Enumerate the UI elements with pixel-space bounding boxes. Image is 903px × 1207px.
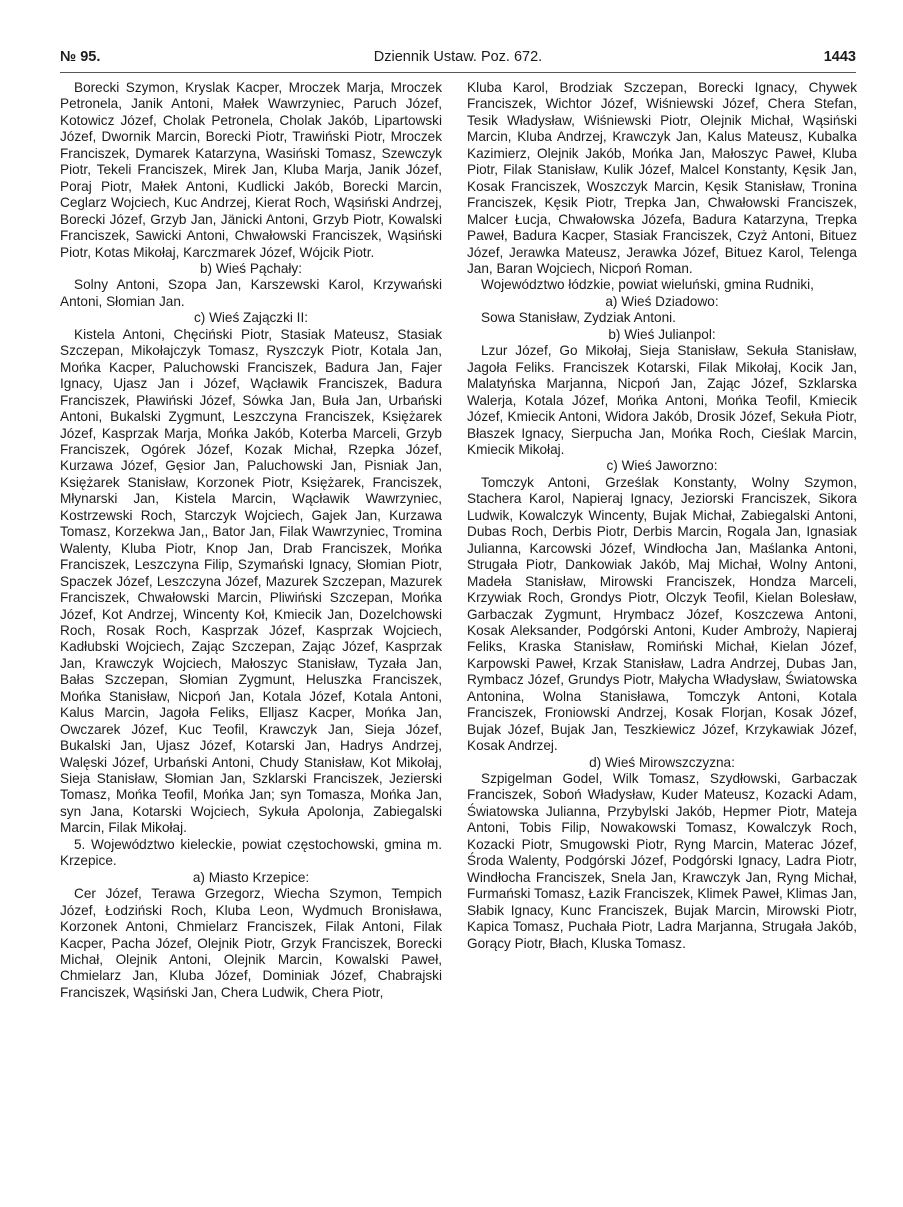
issue-number: № 95.	[60, 49, 101, 65]
page-number: 1443	[823, 49, 856, 65]
paragraph: Borecki Szymon, Kryslak Kacper, Mroczek Marja, Mroczek Petronela, Janik Antoni, Małek Wawrzyniec, Paruch Józef, Kotowicz Józef, Cholak Petronela, Cholak Jakób, Lipartowski Józef, Dwornik Marcin, Borecki Piotr, Trawiński Piotr, Mroczek Franciszek, Dymarek Katarzyna, Wasiński Tomasz, Szewczyk Piotr, Tekeli Franciszek, Mirek Jan, Kluba Marja, Janik Józef, Poraj Piotr, Małek Antoni, Kudlicki Jakób, Borecki Marcin, Ceglarz Wojciech, Kuc Andrzej, Kierat Roch, Wąsiński Andrzej, Borecki Józef, Grzyb Jan, Jänicki Antoni, Grzyb Piotr, Kowalski Franciszek, Sawicki Antoni, Chwałowski Franciszek, Wąsiński Piotr, Kotas Mikołaj, Karczmarek Józef, Wójcik Piotr.	[60, 80, 442, 260]
section-heading: d) Wieś Mirowszczyzna:	[589, 754, 735, 770]
section-heading: a) Wieś Dziadowo:	[605, 293, 719, 309]
section-heading: b) Wieś Julianpol:	[608, 326, 716, 342]
section-heading: a) Miasto Krzepice:	[192, 869, 310, 885]
province-heading: 5. Województwo kieleckie, powiat częstochowski, gmina m. Krzepice.	[60, 836, 442, 869]
section-heading: c) Wieś Jaworzno:	[606, 458, 718, 474]
section-heading: b) Wieś Pąchały:	[200, 260, 302, 276]
paragraph: Sowa Stanisław, Zydziak Antoni.	[481, 310, 676, 326]
paragraph: Lzur Józef, Go Mikołaj, Sieja Stanisław, Sekuła Stanisław, Jagoła Feliks. Franciszek Kotarski, Filak Mikołaj, Kocik Jan, Malatyńska Marjanna, Nicpoń Jan, Zając Józef, Szklarska Walerja, Kotala Józef, Mońka Antoni, Mońka Teofil, Kmiecik Józef, Kmiecik Antoni, Widora Jakób, Drosik Józef, Sekuła Piotr, Błaszek Ignacy, Sierpucha Jan, Mońka Roch, Cieślak Marcin, Kmiecik Mikołaj.	[467, 343, 857, 457]
paragraph: Kluba Karol, Brodziak Szczepan, Borecki Ignacy, Chywek Franciszek, Wichtor Józef, Wiśniewski Józef, Chera Stefan, Tesik Władysław, Wiśniewski Piotr, Olejnik Michał, Wąsiński Marcin, Kluba Andrzej, Krawczyk Jan, Kalus Mateusz, Kubalka Kazimierz, Olejnik Jakób, Mońka Jan, Małoszyc Paweł, Kluba Piotr, Filak Stanisław, Kulik Józef, Malcel Konstanty, Kęsik Jan, Kosak Franciszek, Woszczyk Marcin, Kęsik Stanisław, Tronina Franciszek, Kęsik Piotr, Trepka Jan, Chwałowski Franciszek, Malcer Łucja, Chwałowska Józefa, Badura Katarzyna, Trepka Paweł, Badura Kacper, Stasiak Franciszek, Czyż Antoni, Bituez Józef, Jerawka Mateusz, Jerawka Józef, Bituez Karol, Telenga Jan, Baran Wojciech, Nicpoń Roman.	[467, 80, 857, 276]
header-rule	[60, 72, 856, 73]
page-header	[60, 46, 856, 68]
paragraph: Solny Antoni, Szopa Jan, Karszewski Karol, Krzywański Antoni, Słomian Jan.	[60, 277, 442, 309]
journal-title: Dziennik Ustaw. Poz. 672.	[373, 49, 543, 65]
left-column	[60, 80, 442, 1001]
paragraph: Tomczyk Antoni, Grześlak Konstanty, Wolny Szymon, Stachera Karol, Napieraj Ignacy, Jeziorski Franciszek, Sikora Ludwik, Kowalczyk Wincenty, Bujak Michał, Zabiegalski Antoni, Dubas Roch, Derbis Piotr, Derbis Marcin, Rogala Jan, Ignasiak Julianna, Karcowski Józef, Windłocha Jan, Maślanka Antoni, Strugała Piotr, Dankowiak Jakób, Maj Michał, Wolny Antoni, Madeła Stanisław, Mirowski Franciszek, Hondza Marceli, Krzywiak Roch, Grondys Piotr, Olczyk Teofil, Kielan Bolesław, Garbaczak Zygmunt, Hrymbacz Józef, Koszczewa Antoni, Kosak Aleksander, Podgórski Antoni, Kuder Ambroży, Napieraj Feliks, Kraska Stanisław, Romiński Michał, Kielan Józef, Karpowski Paweł, Krzak Stanisław, Ladra Andrzej, Dubas Jan, Rymbacz Józef, Grundys Piotr, Małycha Władysław, Światowska Antonina, Wolna Stanisława, Tomczyk Antoni, Kotala Franciszek, Froniowski Andrzej, Kosak Florjan, Kosak Józef, Bujak Józef, Bujak Jan, Teszkiewicz Józef, Krzykawiak Józef, Kosak Andrzej.	[467, 474, 857, 754]
paragraph: Cer Józef, Terawa Grzegorz, Wiecha Szymon, Tempich Józef, Łodziński Roch, Kluba Leon, Wydmuch Bronisława, Korzonek Antoni, Chmielarz Franciszek, Filak Antoni, Filak Kacper, Pacha Józef, Olejnik Piotr, Grzyk Franciszek, Borecki Michał, Olejnik Antoni, Olejnik Marcin, Kowalski Paweł, Chmielarz Jan, Kluba Józef, Dominiak Józef, Chabrajski Franciszek, Wąsiński Jan, Chera Ludwik, Chera Piotr,	[60, 886, 442, 1000]
section-heading: c) Wieś Zajączki II:	[193, 310, 309, 326]
paragraph: Kistela Antoni, Chęciński Piotr, Stasiak Mateusz, Stasiak Szczepan, Mikołajczyk Tomasz, Ryszczyk Piotr, Kotala Jan, Mońka Kacper, Paluchowski Franciszek, Badura Jan, Fajer Ignacy, Ujasz Jan i Józef, Wącławik Franciszek, Badura Franciszek, Pławiński Józef, Sówka Jan, Buła Jan, Urbański Antoni, Bukalski Zygmunt, Leszczyna Franciszek, Księżarek Józef, Kasprzak Marja, Mońka Jakób, Koterba Marceli, Grzyb Franciszek, Ogórek Józef, Kozak Michał, Rzepka Józef, Kurzawa Józef, Gęsior Jan, Paluchowski Jan, Pisniak Jan, Księżarek Stanisław, Korzonek Piotr, Księżarek, Franciszek, Młynarski Jan, Kistela Marcin, Wącławik Wawrzyniec, Kostrzewski Roch, Starczyk Wojciech, Gajek Jan, Kurzawa Tomasz, Korzekwa Jan,, Bator Jan, Filak Wawrzyniec, Tromina Walenty, Kluba Piotr, Knop Jan, Drab Franciszek, Mońka Franciszek, Leszczyna Filip, Szymański Ignacy, Słomian Piotr, Spaczek Józef, Leszczyna Józef, Mazurek Szczepan, Mazurek Franciszek, Chwałowski Marcin, Pliwiński Szczepan, Mońka Józef, Kot Andrzej, Wincenty Koł, Kmiecik Jan, Dozelchowski Roch, Rosak Roch, Kasprzak Józef, Kasprzak Wojciech, Kadłubski Wojciech, Zając Szczepan, Zając Józef, Kasprzak Jan, Krawczyk Wojciech, Małoszyc Stanisław, Tyzała Jan, Bałas Szczepan, Słomian Zygmunt, Heluszka Franciszek, Mońka Stanisław, Nicpoń Jan, Kotala Józef, Kotala Antoni, Kalus Marcin, Jagoła Feliks, Elljasz Kacper, Mońka Jan, Owczarek Józef, Kuc Teofil, Krawczyk Jan, Sieja Józef, Bukalski Jan, Ujasz Józef, Kotarski Jan, Hadrys Andrzej, Walęski Józef, Urbański Antoni, Chudy Stanisław, Kot Mikołaj, Sieja Stanisław, Słomian Jan, Szklarski Franciszek, Jezierski Tomasz, Mońka Teofil, Mońka Jan; syn Tomasza, Mońka Jan, syn Jana, Kotarski Wojciech, Sykuła Apolonja, Zabiegalski Marcin, Filak Mikołaj.	[60, 326, 442, 836]
paragraph: Szpigelman Godel, Wilk Tomasz, Szydłowski, Garbaczak Franciszek, Soboń Władysław, Kuder Mateusz, Kozacki Adam, Światowska Julianna, Przybylski Jakób, Hepmer Piotr, Mateja Antoni, Tobis Filip, Nowakowski Tomasz, Kowalczyk Roch, Kozacki Piotr, Smugowski Piotr, Ryng Marcin, Materac Józef, Środa Walenty, Podgórski Józef, Podgórski Ignacy, Ladra Piotr, Windłocha Franciszek, Snela Jan, Krawczyk Jan, Ryng Michał, Furmański Tomasz, Łazik Franciszek, Klimek Paweł, Klimas Jan, Słabik Ignacy, Kunc Franciszek, Bujak Marcin, Mirowski Piotr, Kapica Tomasz, Puchała Piotr, Ladra Marjanna, Strugała Jakób, Gorący Piotr, Błach, Kluska Tomasz.	[467, 771, 857, 951]
right-column	[467, 80, 857, 952]
province-heading: Województwo łódzkie, powiat wieluński, gmina Rudniki,	[481, 277, 814, 293]
